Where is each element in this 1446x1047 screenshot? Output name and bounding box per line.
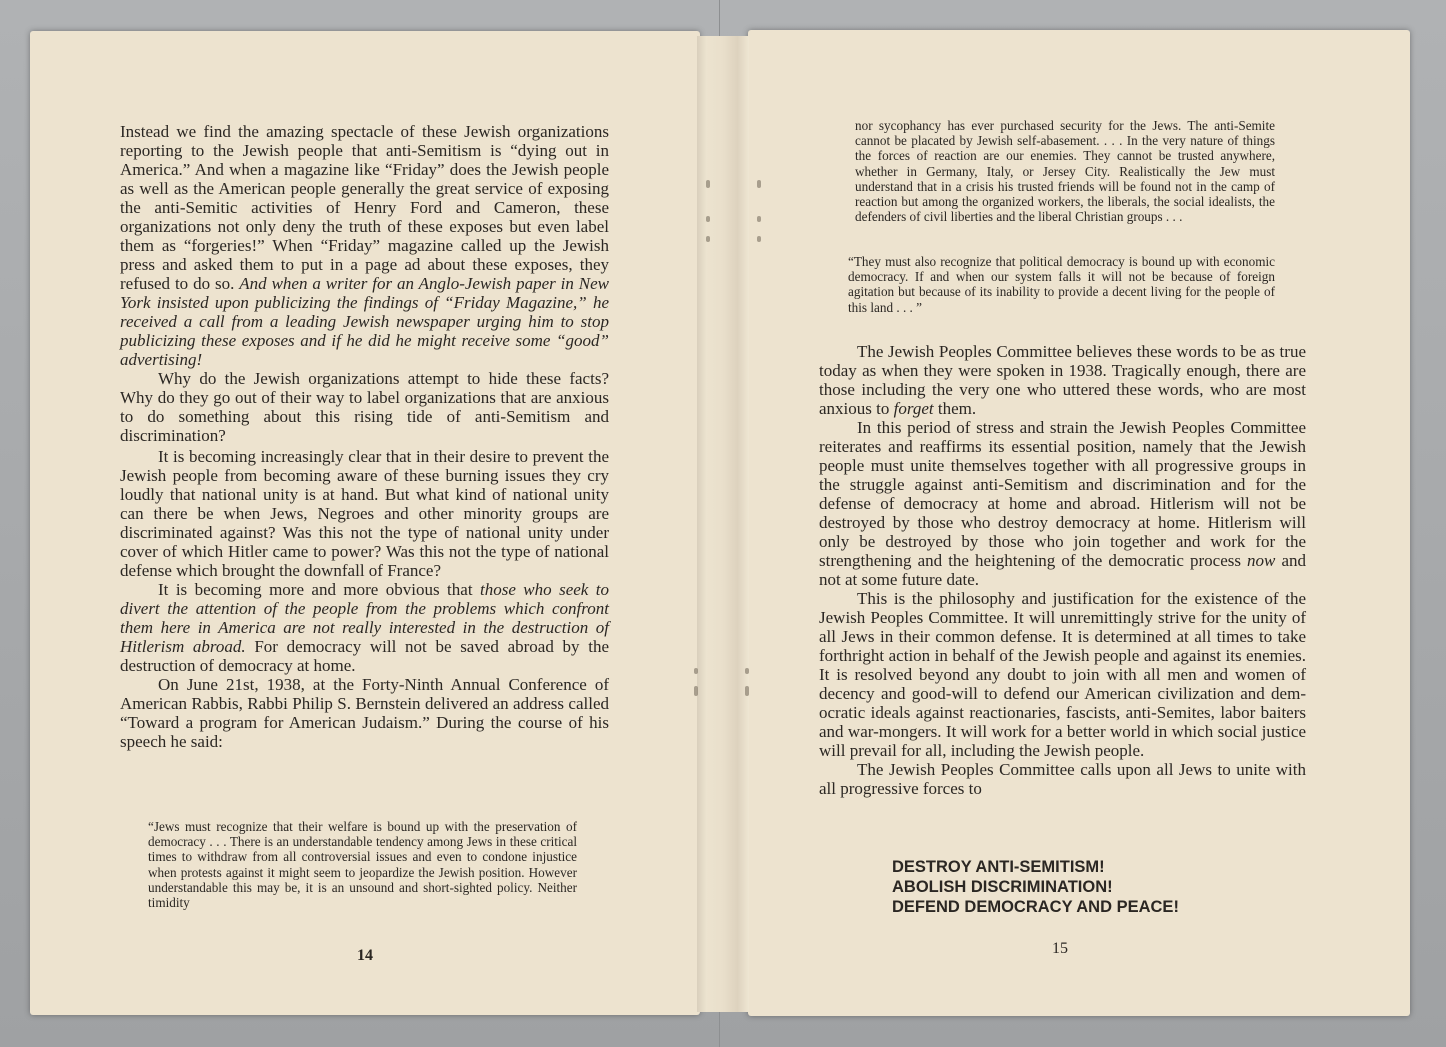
paragraph: [819, 418, 1306, 589]
paragraph-text: The Jewish Peoples Committee calls upon all Jews to unite with all progressive forces to: [819, 760, 1306, 798]
paragraph-text: It is becoming more and more obvious that: [158, 580, 480, 599]
right-page-body: [819, 342, 1306, 798]
slogan-line: DESTROY ANTI-SEMITISM!: [892, 858, 1105, 876]
paragraph-text: This is the philosophy and justification for the existence of the Jewish Peoples Committee. It will unremittingly strive for the unity of all Jews in their common defense. It is determined at all times to take forthright action in behalf of the Jewish people and against its enemies. It is resolved beyond any doubt to join with all men and women of decency and good-will to defend our American civilization and democratic ideals against reactionaries, fascists, anti-Semites, labor baiters and war-mongers. It will work for a better world in which social justice will prevail for all, including the Jewish people.: [819, 589, 1306, 760]
slogan-block: [892, 857, 1179, 917]
binding-mark: [745, 668, 749, 674]
paragraph: [819, 589, 1306, 760]
paragraph-text: Instead we find the amazing spectacle of these Jewish organizations reporting to the Jewish people that anti-Semitism is “dying out in America.” And when a magazine like “Friday” does the Jewish people as well as the American people generally the great service of exposing the anti-Semitic activities of Henry Ford and Cameron, these organizations not only deny the truth of these exposes but even label them as “forgeries!” When “Friday” magazine called up the Jewish press and asked them to put in a page ad about these exposes, they refused to do so.: [120, 122, 609, 293]
paragraph-text: For democracy will not be saved abroad by the destruction of democracy at home.: [120, 637, 609, 675]
paragraph-italic-text: those who seek to divert the attention of the people from the problems which confront them here in America are not really interested in the destruction of Hitlerism abroad.: [120, 580, 609, 656]
paragraph-text: Why do the Jewish organizations attempt to hide these facts? Why do they go out of their way to label organizations that are anxious to do something about this rising tide of anti-Semitism and discrimination?: [120, 369, 609, 445]
paragraph-italic-text: And when a writer for an Anglo-Jewish paper in New York insisted upon publicizing the findings of “Friday Magazine,” he received a call from a leading Jewish newspaper urging him to stop publicizing these exposes and if he did he might receive some “good” advertising!: [120, 274, 609, 369]
quote-text: “Jews must recognize that their welfare is bound up with the preservation of democracy . . . There is an understandable tendency among Jews in these critical times to withdraw from all controversial issues and even to condone injustice when protests against it might seem to jeopardize the Jewish position. However understandable this may be, it is an unsound and short-sighted policy. Neither timidity: [148, 819, 577, 911]
block-quote: [848, 254, 1275, 315]
binding-mark: [757, 216, 761, 222]
paragraph-text: On June 21st, 1938, at the Forty-Ninth Annual Conference of American Rabbis, Rabbi Philip S. Bernstein delivered an address called “Toward a program for American Judaism.” During the course of his speech he said:: [120, 675, 609, 751]
paragraph: [120, 675, 609, 751]
binding-mark: [757, 236, 761, 242]
paragraph-italic-text: forget: [893, 399, 934, 418]
paragraph-text: The Jewish Peoples Committee believes these words to be as true today as when they were spoken in 1938. Tragically enough, there are those including the very one who uttered these words, who are most anxious to: [819, 342, 1306, 418]
page-number: 14: [357, 947, 373, 964]
paragraph: [120, 122, 609, 369]
binding-mark: [706, 236, 710, 242]
binding-mark: [694, 686, 698, 696]
paragraph-text: and not at some future date.: [819, 551, 1306, 589]
block-quote: [855, 118, 1275, 224]
binding-mark: [745, 686, 749, 696]
quote-text: nor sycophancy has ever purchased security for the Jews. The anti-Semite cannot be placated by Jewish self-abasement. . . . In the very nature of things the forces of reaction are our enemies. They cannot be trusted anywhere, whether in Germany, Italy, or Jersey City. Realistically the Jew must understand that in a crisis his trusted friends will be found not in the camp of reaction but among the organized workers, the liberals, the social idealists, the defenders of civil liberties and the liberal Christian groups . . .: [855, 118, 1275, 225]
paragraph: [120, 369, 609, 445]
binding-mark: [694, 668, 698, 674]
paragraph-text: In this period of stress and strain the Jewish Peoples Committee reiterates and reaffirms its essential position, namely that the Jewish people must unite themselves together with all progressive groups in the struggle against anti-Semitism and discrimination and for the defense of democracy at home and abroad. Hitlerism will not be destroyed by those who destroy democracy at home. Hitlerism will only be destroyed by those who join together and work for the strengthening and the heightening of the democratic process: [819, 418, 1306, 570]
slogan-line: ABOLISH DISCRIMINATION!: [892, 878, 1113, 896]
paragraph-text: It is becoming increasingly clear that in their desire to prevent the Jewish people from becoming aware of these burning issues they cry loudly that national unity is at hand. But what kind of national unity can there be when Jews, Negroes and other minority groups are discriminated against? Was this not the type of national unity under cover of which Hitler came to power? Was this not the type of national defense which brought the downfall of France?: [120, 447, 609, 580]
binding-mark: [757, 180, 761, 188]
binding-mark: [706, 216, 710, 222]
paragraph: [819, 342, 1306, 418]
block-quote: [148, 819, 577, 910]
page-number: 15: [1052, 940, 1068, 957]
paragraph: [819, 760, 1306, 798]
book-gutter: [697, 36, 749, 1012]
slogan-line: DEFEND DEMOCRACY AND PEACE!: [892, 898, 1179, 916]
paragraph: [120, 447, 609, 580]
paragraph: [120, 580, 609, 675]
paragraph-italic-text: now: [1247, 551, 1276, 570]
left-page-body: [120, 122, 609, 751]
binding-mark: [706, 180, 710, 188]
quote-text: “They must also recognize that political democracy is bound up with economic democracy. If and when our system falls it will not be because of foreign agitation but because of its inability to provide a decent living for the people of this land . . . ”: [848, 254, 1275, 315]
paragraph-text: them.: [933, 399, 977, 418]
